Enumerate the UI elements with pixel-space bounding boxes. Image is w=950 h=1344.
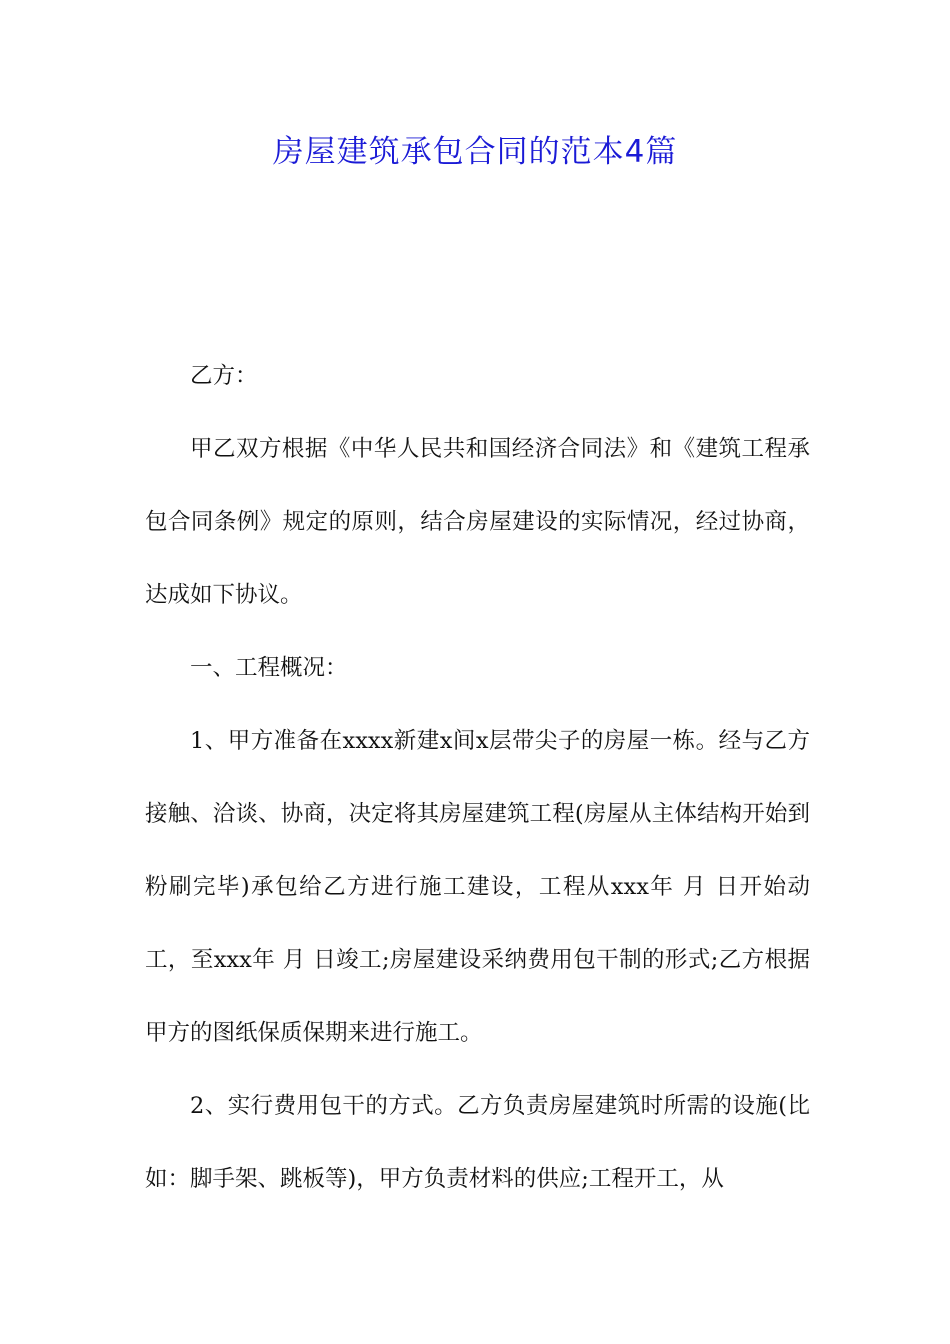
- paragraph-preamble: 甲乙双方根据《中华人民共和国经济合同法》和《建筑工程承包合同条例》规定的原则，结合房屋建设的实际情况，经过协商，达成如下协议。: [145, 436, 810, 608]
- document-title: 房屋建筑承包合同的范本4篇: [272, 134, 678, 170]
- document-body: [145, 340, 810, 1216]
- paragraph-clause-2: 2、实行费用包干的方式。乙方负责房屋建筑时所需的设施(比如：脚手架、跳板等)，甲方负责材料的供应;工程开工，从: [145, 1093, 810, 1192]
- paragraph-party-b: 乙方：: [190, 363, 258, 389]
- paragraph-clause-1: 1、甲方准备在xxxx新建x间x层带尖子的房屋一栋。经与乙方接触、洽谈、协商，决定将其房屋建筑工程(房屋从主体结构开始到粉刷完毕)承包给乙方进行施工建设，工程从xxx年 月 日开始动工，至xxx年 月 日竣工;房屋建设采纳费用包干制的形式;乙方根据甲方的图纸保质保期来进行施工。: [145, 728, 810, 1046]
- section-heading-overview: 一、工程概况：: [190, 655, 348, 681]
